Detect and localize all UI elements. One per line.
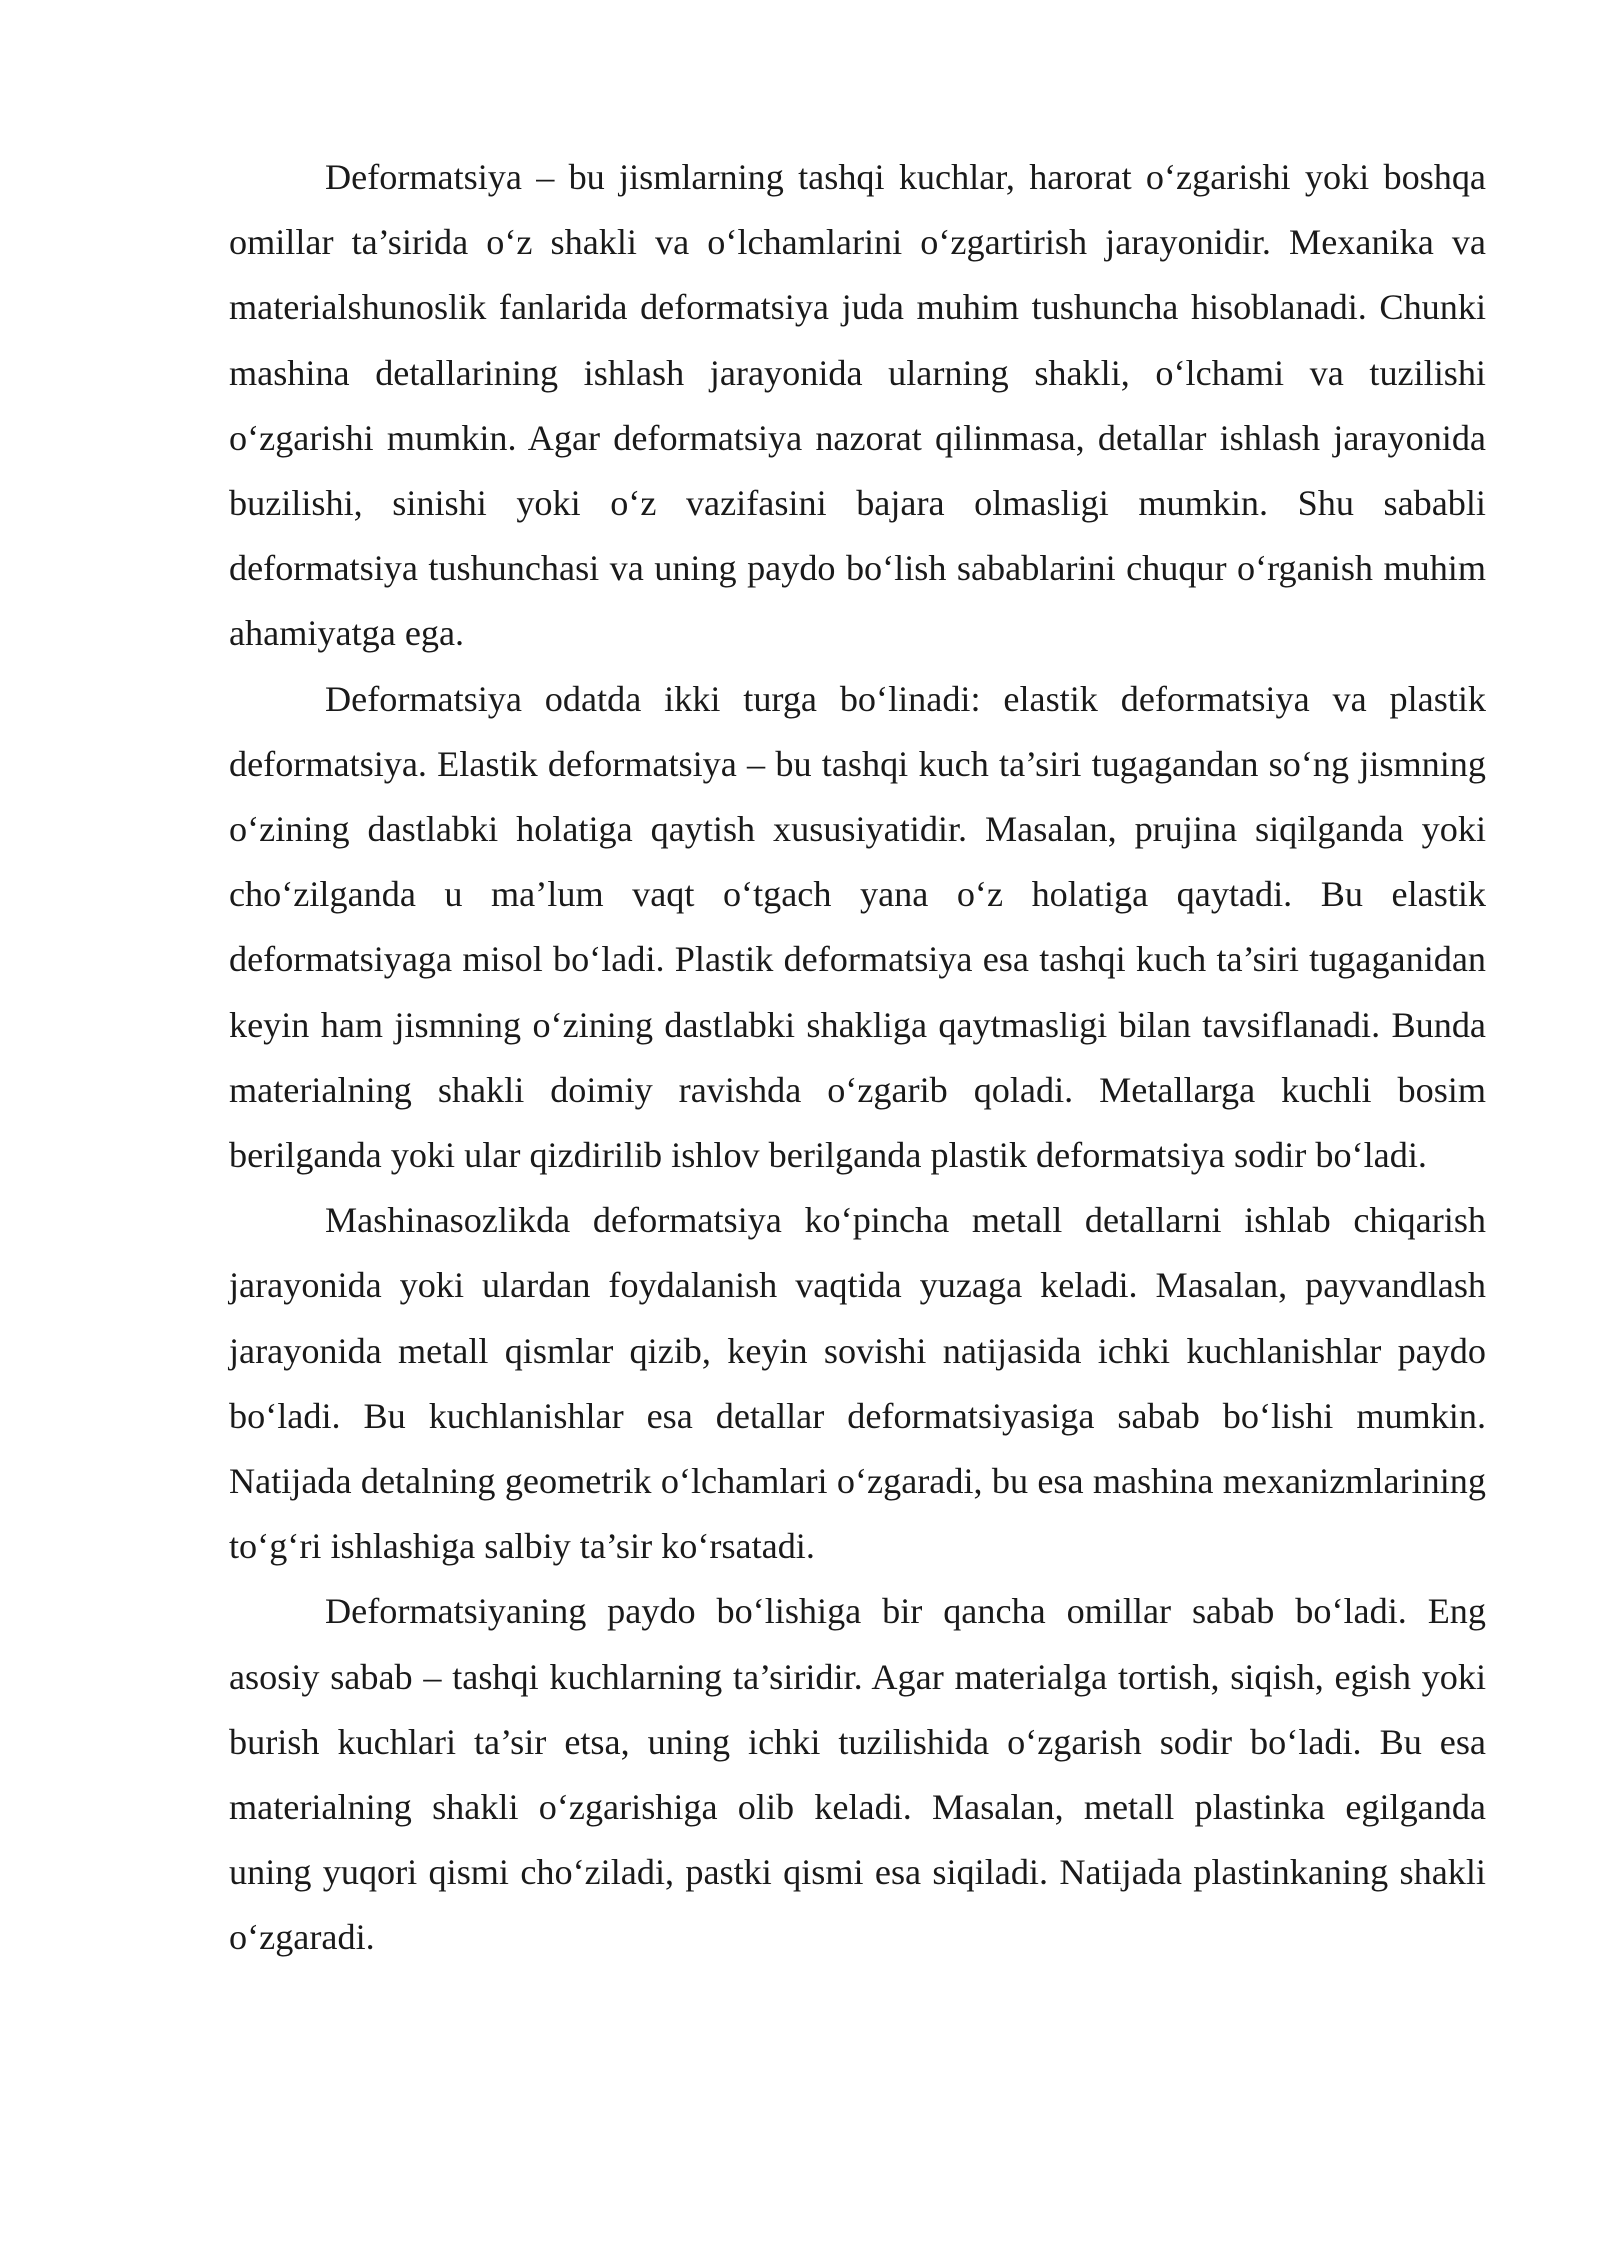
- paragraph-deformation-definition: Deformatsiya – bu jismlarning tashqi kuchlar, harorat o‘zgarishi yoki boshqa omillar ta’sirida o‘z shakli va o‘lchamlarini o‘zgartirish jarayonidir. Mexanika va materialshunoslik fanlarida deformatsiya juda muhim tushuncha hisoblanadi. Chunki mashina detallarining ishlash jarayonida ularning shakli, o‘lchami va tuzilishi o‘zgarishi mumkin. Agar deformatsiya nazorat qilinmasa, detallar ishlash jarayonida buzilishi, sinishi yoki o‘z vazifasini bajara olmasligi mumkin. Shu sababli deformatsiya tushunchasi va uning paydo bo‘lish sabablarini chuqur o‘rganish muhim ahamiyatga ega.: [229, 157, 1486, 654]
- paragraph-deformation-in-machine-building: Mashinasozlikda deformatsiya ko‘pincha metall detallarni ishlab chiqarish jarayonida yoki ulardan foydalanish vaqtida yuzaga keladi. Masalan, payvandlash jarayonida metall qismlar qizib, keyin sovishi natijasida ichki kuchlanishlar paydo bo‘ladi. Bu kuchlanishlar esa detallar deformatsiyasiga sabab bo‘lishi mumkin. Natijada detalning geometrik o‘lchamlari o‘zgaradi, bu esa mashina mexanizmlarining to‘g‘ri ishlashiga salbiy ta’sir ko‘rsatadi.: [229, 1200, 1486, 1567]
- paragraph-deformation-causes: Deformatsiyaning paydo bo‘lishiga bir qancha omillar sabab bo‘ladi. Eng asosiy sabab – tashqi kuchlarning ta’siridir. Agar materialga tortish, siqish, egish yoki burish kuchlari ta’sir etsa, uning ichki tuzilishida o‘zgarish sodir bo‘ladi. Bu esa materialning shakli o‘zgarishiga olib keladi. Masalan, metall plastinka egilganda uning yuqori qismi cho‘ziladi, pastki qismi esa siqiladi. Natijada plastinkaning shakli o‘zgaradi.: [229, 1591, 1486, 1958]
- paragraph-deformation-types: Deformatsiya odatda ikki turga bo‘linadi: elastik deformatsiya va plastik deformatsiya. Elastik deformatsiya – bu tashqi kuch ta’siri tugagandan so‘ng jismning o‘zining dastlabki holatiga qaytish xususiyatidir. Masalan, prujina siqilganda yoki cho‘zilganda u ma’lum vaqt o‘tgach yana o‘z holatiga qaytadi. Bu elastik deformatsiyaga misol bo‘ladi. Plastik deformatsiya esa tashqi kuch ta’siri tugaganidan keyin ham jismning o‘zining dastlabki shakliga qaytmasligi bilan tavsiflanadi. Bunda materialning shakli doimiy ravishda o‘zgarib qoladi. Metallarga kuchli bosim berilganda yoki ular qizdirilib ishlov berilganda plastik deformatsiya sodir bo‘ladi.: [229, 678, 1486, 1176]
- document-body: [229, 145, 1486, 1971]
